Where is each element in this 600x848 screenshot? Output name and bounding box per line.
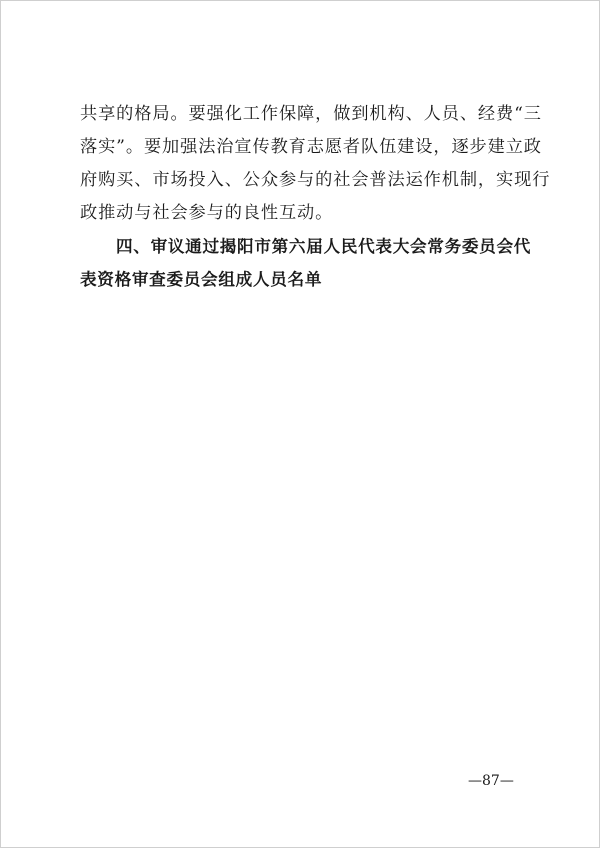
document-body (80, 98, 551, 296)
paragraph-line: 落实”。要加强法治宣传教育志愿者队伍建设，逐步建立政 (80, 137, 542, 157)
page-number: —87— (468, 773, 514, 789)
body-paragraph (80, 98, 551, 230)
paragraph-line: 府购买、市场投入、公众参与的社会普法运作机制，实现行 (80, 170, 551, 190)
heading-line: 表资格审查委员会组成人员名单 (80, 270, 323, 289)
paragraph-line: 共享的格局。要强化工作保障，做到机构、人员、经费“三 (80, 104, 542, 124)
heading-line: 四、审议通过揭阳市第六届人民代表大会常务委员会代 (116, 237, 532, 256)
paragraph-line: 政推动与社会参与的良性互动。 (80, 203, 334, 223)
section-heading (80, 230, 532, 296)
